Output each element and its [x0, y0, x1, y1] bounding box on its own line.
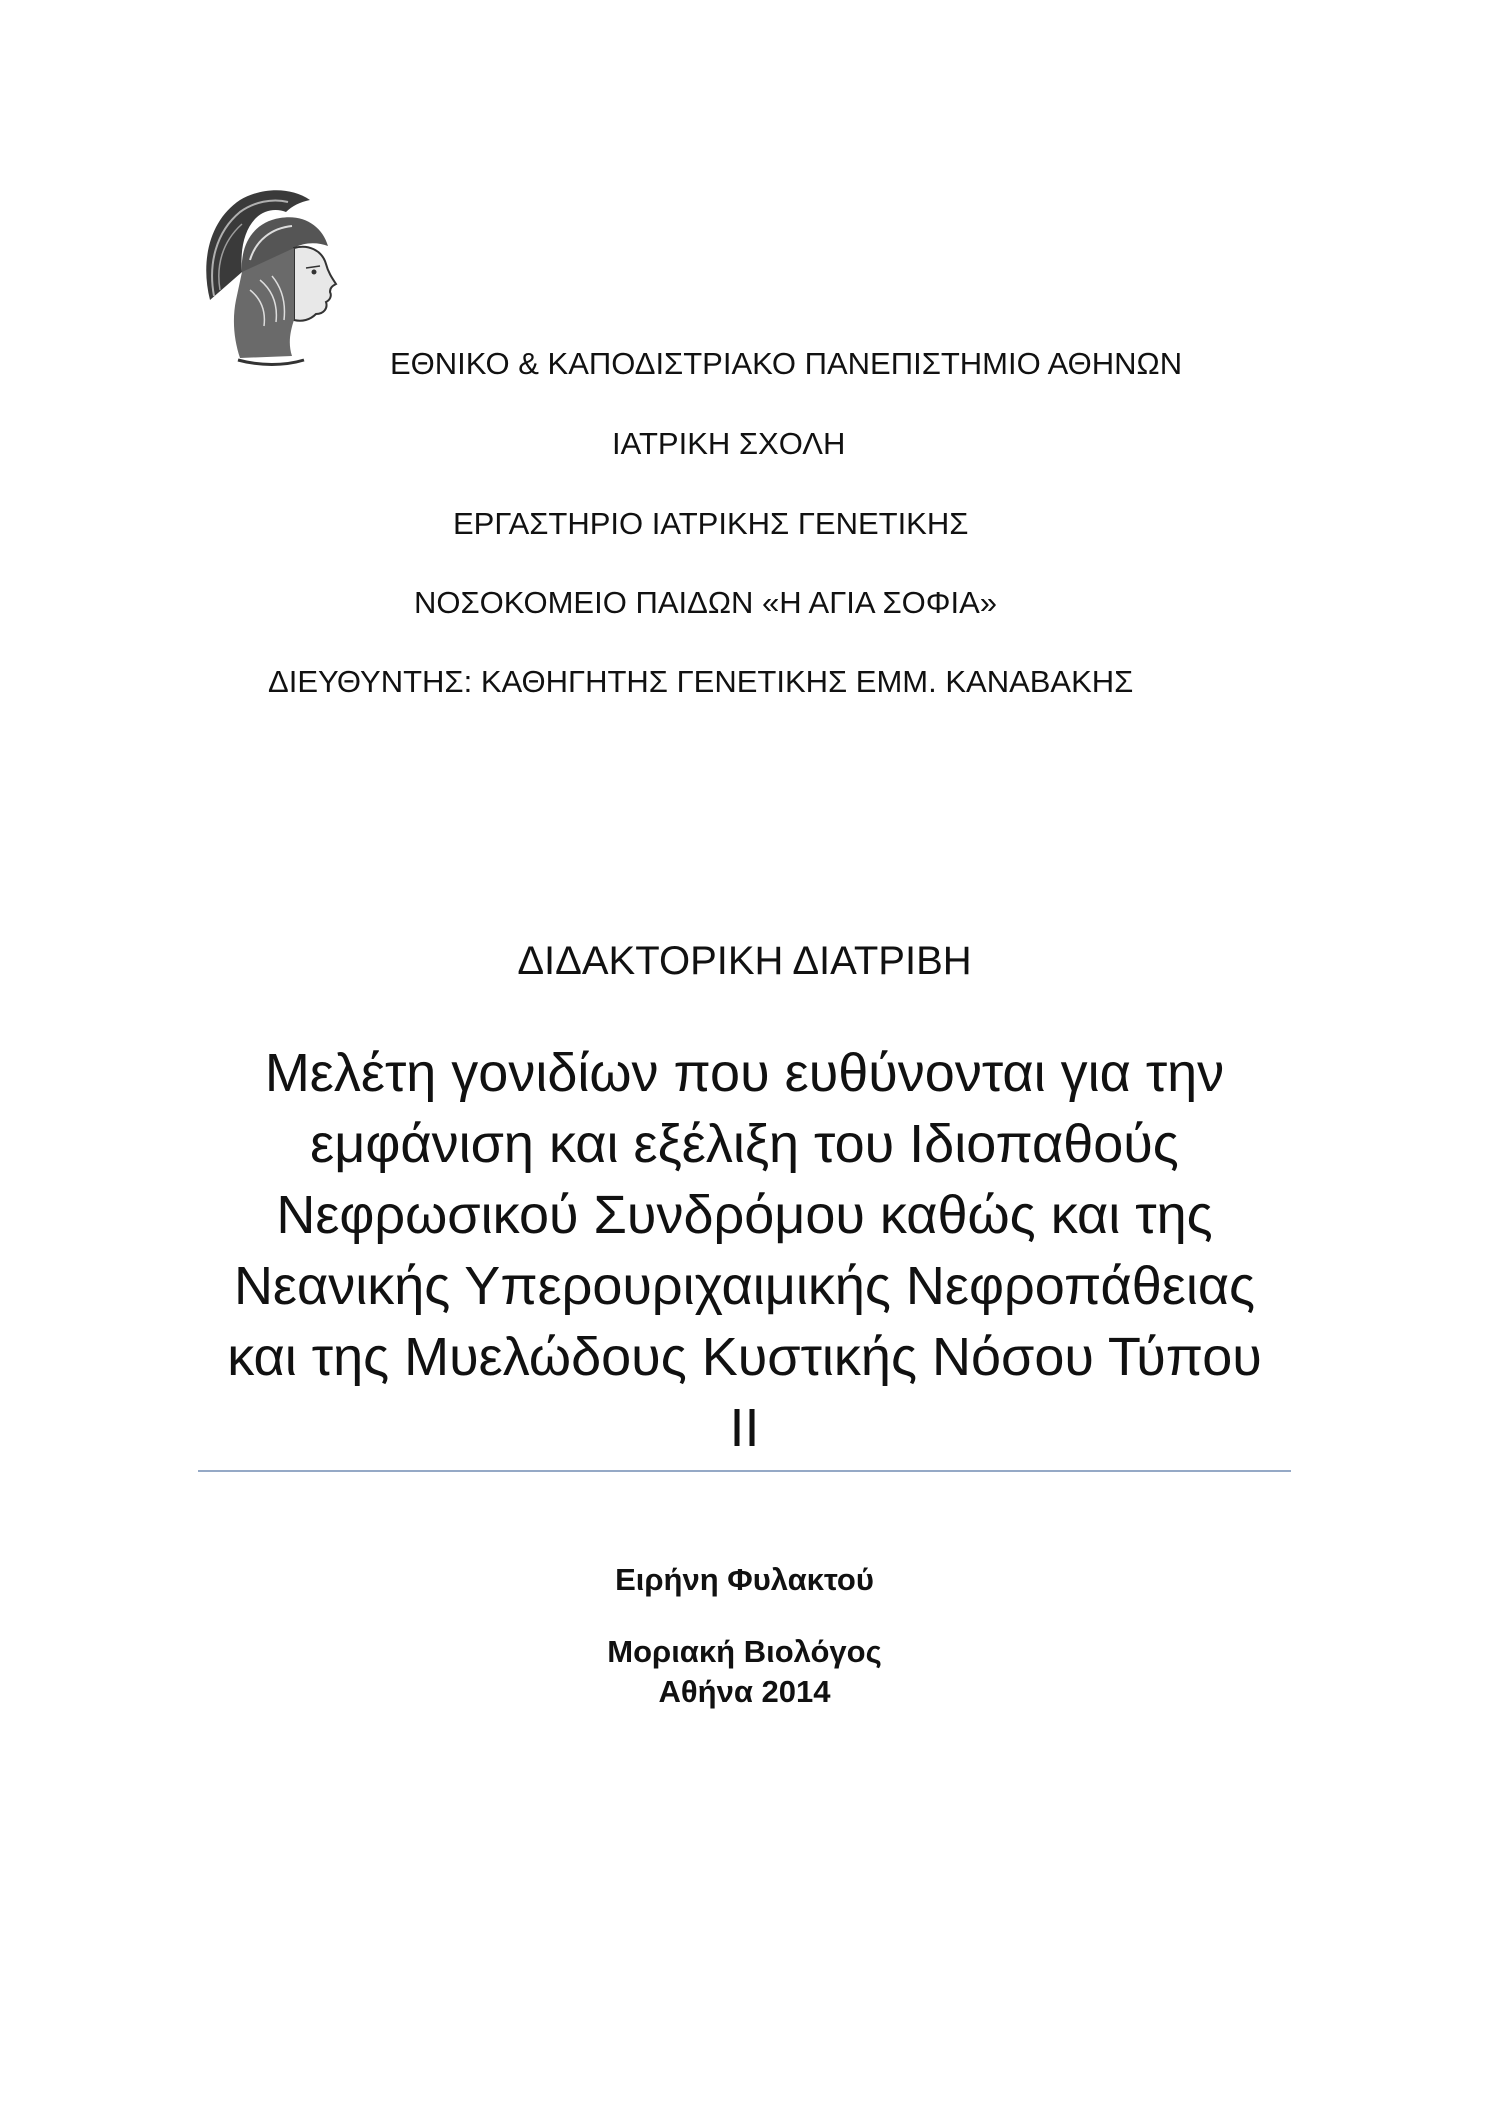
thesis-title-line: εμφάνιση και εξέλιξη του Ιδιοπαθούς	[310, 1114, 1179, 1174]
director-line: ΔΙΕΥΘΥΝΤΗΣ: ΚΑΘΗΓΗΤΗΣ ΓΕΝΕΤΙΚΗΣ ΕΜΜ. ΚΑΝΑΒΑΚΗΣ	[268, 664, 1134, 699]
thesis-type: ΔΙΔΑΚΤΟΡΙΚΗ ΔΙΑΤΡΙΒΗ	[517, 939, 972, 983]
divider-rule	[198, 1470, 1291, 1472]
university-name: ΕΘΝΙΚΟ & ΚΑΠΟΔΙΣΤΡΙΑΚΟ ΠΑΝΕΠΙΣΤΗΜΙΟ ΑΘΗΝΩΝ	[390, 346, 1183, 381]
author-role: Μοριακή Βιολόγος	[607, 1634, 882, 1669]
school-name: ΙΑΤΡΙΚΗ ΣΧΟΛΗ	[612, 426, 846, 461]
thesis-title-line: Νεφρωσικού Συνδρόμου καθώς και της	[276, 1185, 1213, 1245]
thesis-title-line: ΙΙ	[729, 1398, 760, 1458]
lab-name: ΕΡΓΑΣΤΗΡΙΟ ΙΑΤΡΙΚΗΣ ΓΕΝΕΤΙΚΗΣ	[453, 506, 969, 541]
place-date: Αθήνα 2014	[658, 1674, 831, 1709]
thesis-title-line: Νεανικής Υπερουριχαιμικής Νεφροπάθειας	[233, 1256, 1256, 1316]
thesis-title	[150, 1038, 1339, 1464]
athena-head-emblem-icon	[180, 180, 340, 370]
author-name: Ειρήνη Φυλακτού	[615, 1562, 874, 1597]
thesis-title-line: και της Μυελώδους Κυστικής Νόσου Τύπου	[227, 1327, 1262, 1387]
hospital-name: ΝΟΣΟΚΟΜΕΙΟ ΠΑΙΔΩΝ «Η ΑΓΙΑ ΣΟΦΙΑ»	[414, 585, 998, 620]
thesis-title-line: Μελέτη γονιδίων που ευθύνονται για την	[264, 1043, 1225, 1103]
